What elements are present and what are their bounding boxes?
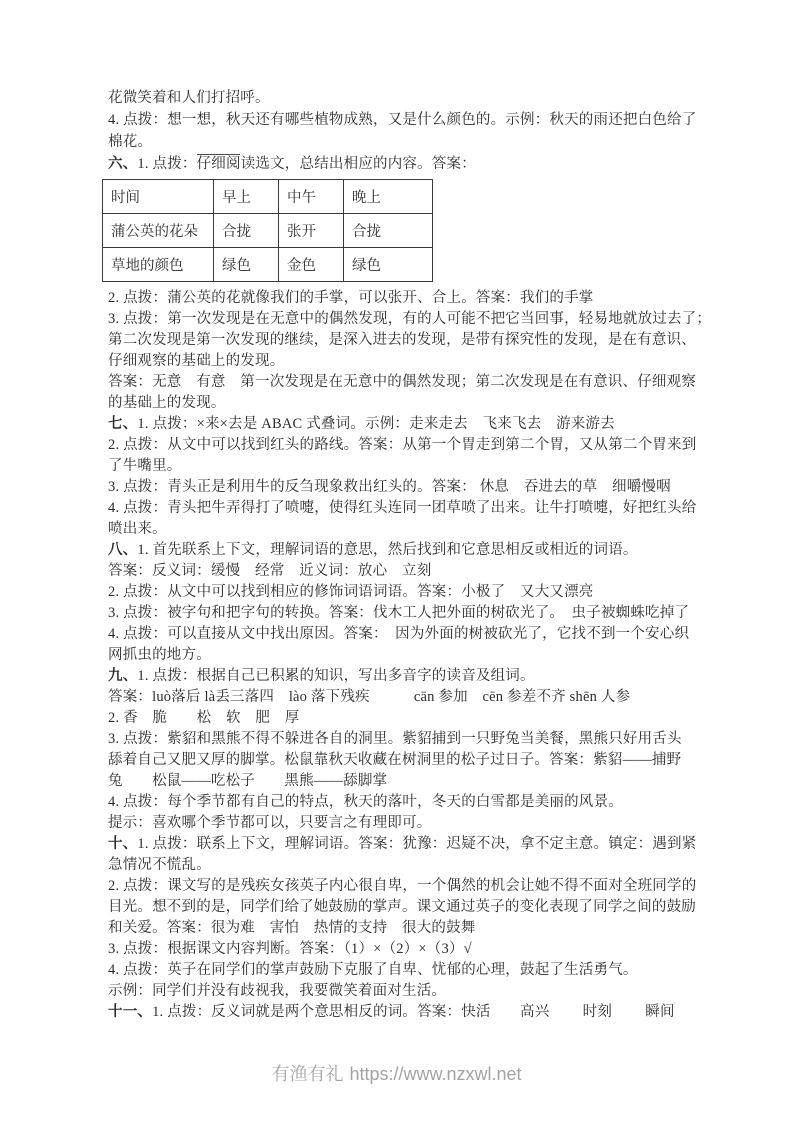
table-cell: 绿色 [344, 248, 433, 282]
text-line: 2. 点拨：从文中可以找到相应的修饰词语词语。答案：小极了 又大又漂亮 [108, 584, 594, 600]
table-cell: 张开 [279, 214, 344, 248]
text-line: 2. 点拨：从文中可以找到红头的路线。答案：从第一个胃走到第二个胃，又从第二个胃来到 [108, 437, 697, 453]
section-heading-line: 七、1. 点拨：×来×去是 ABAC 式叠词。示例：走来走去 飞来飞去 游来游去 [108, 416, 615, 432]
text-line: 3. 点拨：青头正是利用牛的反刍现象救出红头的。答案： 休息 吞进去的草 细嚼慢咽 [108, 479, 671, 495]
section-number: 八、 [108, 542, 138, 558]
text-line: 4. 点拨：可以直接从文中找出原因。答案： 因为外面的树被砍光了，它找不到一个安心织 [108, 626, 690, 642]
text-line: 4. 点拨：英子在同学们的掌声鼓励下克服了自卑、忧郁的心理，鼓起了生活勇气。 [108, 962, 638, 978]
table-cell: 晚上 [344, 180, 433, 214]
text-line: 提示：喜欢哪个季节都可以，只要言之有理即可。 [108, 815, 432, 831]
text-line: 4. 点拨：青头把牛弄得打了喷嚏，使得红头连同一团草喷了出来。让牛打喷嚏，好把红头给 [108, 500, 697, 516]
dandelion-observation-table [102, 179, 433, 282]
text-line: 答案：luò落后 là丢三落四 lào 落下残疾 cān 参加 cēn 参差不齐 shēn 人参 [108, 689, 631, 705]
text-block-top [108, 87, 708, 175]
watermark-footer [0, 1063, 793, 1085]
text-line: 4. 点拨：想一想，秋天还有哪些植物成熟，又是什么颜色的。示例：秋天的雨还把白色给了 [108, 112, 697, 128]
watermark-brand: 有渔有礼 [271, 1064, 344, 1084]
text-line: 仔细观察的基础上的发现。 [108, 353, 285, 369]
text-line: 目光。想不到的是，同学们给了她鼓励的掌声。课文通过英子的变化表现了同学之间的鼓励 [108, 899, 696, 915]
watermark-url: https://www.nzxwl.net [349, 1064, 522, 1084]
answer-key-text [108, 87, 712, 1023]
text-line: 答案：反义词：缓慢 经常 近义词：放心 立刻 [108, 563, 432, 579]
text-line: 第二次发现是第一次发现的继续，是深入进去的发现，是带有探究性的发现，是在有意识、 [108, 332, 696, 348]
table-row [103, 248, 433, 282]
table-cell: 合拢 [214, 214, 279, 248]
table-row [103, 214, 433, 248]
text-line: 花微笑着和人们打招呼。 [108, 90, 270, 106]
text-line: 3. 点拨：第一次发现是在无意中的偶然发现，有的人可能不把它当回事，轻易地就放过去了； [108, 311, 712, 327]
section-heading-line: 六、1. 点拨：仔细阅读选文，总结出相应的内容。答案： [108, 156, 476, 172]
table-row [103, 180, 433, 214]
text-line: 3. 点拨：根据课文内容判断。答案：（1）×（2）×（3）√ [108, 941, 472, 957]
text-line: 3. 点拨：被字句和把字句的转换。答案：伐木工人把外面的树砍光了。 虫子被蜘蛛吃掉了 [108, 605, 690, 621]
section-number: 十、 [108, 836, 138, 852]
text-line: 和关爱。答案：很为难 害怕 热情的支持 很大的鼓舞 [108, 920, 476, 936]
section-heading-line: 十一、1. 点拨：反义词就是两个意思相反的词。答案：快活 高兴 时刻 瞬间 [108, 1004, 675, 1020]
table-cell: 绿色 [214, 248, 279, 282]
table-cell: 草地的颜色 [103, 248, 214, 282]
text-block-main [108, 288, 712, 1023]
table-cell: 金色 [279, 248, 344, 282]
text-line: 2. 点拨：课文写的是残疾女孩英子内心很自卑，一个偶然的机会让她不得不面对全班同学的 [108, 878, 697, 894]
text-line: 3. 点拨：紫貂和黑熊不得不躲进各自的洞里。紫貂捕到一只野兔当美餐，黑熊只好用舌头 [108, 731, 682, 747]
text-line: 4. 点拨：每个季节都有自己的特点，秋天的落叶，冬天的白雪都是美丽的风景。 [108, 794, 623, 810]
section-heading-line: 八、1. 首先联系上下文，理解词语的意思，然后找到和它意思相反或相近的词语。 [108, 542, 638, 558]
text-line: 棉花。 [108, 134, 153, 150]
section-number: 七、 [108, 416, 138, 432]
section-number: 六、 [108, 156, 138, 172]
answer-blank-underline [197, 154, 240, 155]
table-cell: 合拢 [344, 214, 433, 248]
text-line: 网抓虫的地方。 [108, 647, 211, 663]
text-line: 舔着自己又肥又厚的脚掌。松鼠靠秋天收藏在树洞里的松子过日子。答案：紫貂——捕野 [108, 752, 682, 768]
table-cell: 时间 [103, 180, 214, 214]
table-cell: 蒲公英的花朵 [103, 214, 214, 248]
text-line: 兔 松鼠——吃松子 黑熊——舔脚掌 [108, 773, 388, 789]
text-line: 急情况不慌乱。 [108, 857, 211, 873]
table-cell: 中午 [279, 180, 344, 214]
section-number: 十一、 [108, 1004, 153, 1020]
text-line: 2. 点拨：蒲公英的花就像我们的手掌，可以张开、合上。答案：我们的手掌 [108, 290, 594, 306]
text-line: 了牛嘴里。 [108, 458, 182, 474]
table-cell: 早上 [214, 180, 279, 214]
text-line: 的基础上的发现。 [108, 395, 226, 411]
text-line: 示例：同学们并没有歧视我，我要微笑着面对生活。 [108, 983, 447, 999]
text-line: 2. 香 脆 松 软 肥 厚 [108, 710, 300, 726]
section-heading-line: 十、1. 点拨：联系上下文，理解词语。答案：犹豫：迟疑不决，拿不定主意。镇定：遇到紧 [108, 836, 697, 852]
text-line: 答案：无意 有意 第一次发现是在无意中的偶然发现；第二次发现是在有意识、仔细观察 [108, 374, 696, 390]
section-number: 九、 [108, 668, 138, 684]
text-line: 喷出来。 [108, 521, 167, 537]
section-heading-line: 九、1. 点拨：根据自己已积累的知识，写出多音字的读音及组词。 [108, 668, 535, 684]
